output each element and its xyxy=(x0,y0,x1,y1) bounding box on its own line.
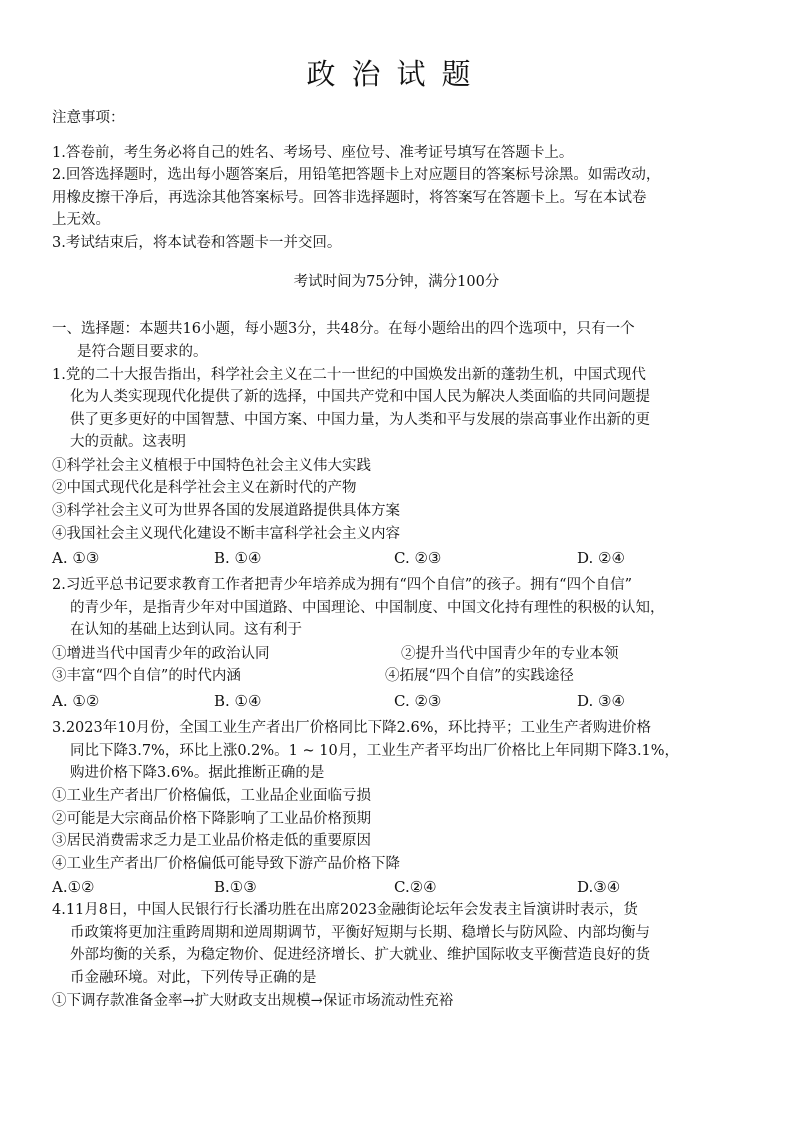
page-title: 政治试题 xyxy=(306,57,487,91)
question-2-stem-cont: 的青少年，是指青少年对中国道路、中国理论、中国制度、中国文化持有理性的积极的认知， xyxy=(70,600,665,616)
question-3-stem-cont: 同比下降3.7%，环比上涨0.2%。1 ~ 10月，工业生产者平均出厂价格比上年同期下降3.1%， xyxy=(70,743,680,759)
notice-item-2: 2.回答选择题时，选出每小题答案后，用铅笔把答题卡上对应题目的答案标号涂黑。如需改动， xyxy=(52,167,661,183)
question-3-stem: 3.2023年10月份，全国工业生产者出厂价格同比下降2.6%，环比持平；工业生产者购进价格 xyxy=(52,720,652,736)
section-heading: 一、选择题：本题共16小题，每小题3分，共48分。在每小题给出的四个选项中，只有一个 xyxy=(52,321,635,337)
question-2-stem-cont: 在认知的基础上达到认同。这有利于 xyxy=(70,622,302,638)
question-2-stem: 2.习近平总书记要求教育工作者把青少年培养成为拥有“四个自信”的孩子。拥有“四个自信” xyxy=(52,577,632,593)
question-4-stem: 4.11月8日，中国人民银行行长潘功胜在出席2023金融街论坛年会发表主旨演讲时表示，货 xyxy=(52,902,638,918)
question-4-stem-cont: 币政策将更加注重跨周期和逆周期调节，平衡好短期与长期、稳增长与防风险、内部均衡与 xyxy=(70,925,650,941)
question-2-option-b: B. ①④ xyxy=(214,692,262,710)
question-4-statement: ①下调存款准备金率→扩大财政支出规模→保证市场流动性充裕 xyxy=(52,993,454,1009)
notice-heading: 注意事项： xyxy=(52,110,125,126)
question-3-statement: ②可能是大宗商品价格下降影响了工业品价格预期 xyxy=(52,811,371,827)
question-3-statement: ③居民消费需求乏力是工业品价格走低的重要原因 xyxy=(52,833,371,849)
question-3-option-b: B.①③ xyxy=(214,878,257,896)
question-3-option-a: A.①② xyxy=(52,878,95,896)
question-2-statement: ①增进当代中国青少年的政治认同 xyxy=(52,646,270,662)
notice-item-2-cont: 用橡皮擦干净后，再选涂其他答案标号。回答非选择题时，将答案写在答题卡上。写在本试卷 xyxy=(52,190,647,206)
question-1-stem-cont: 化为人类实现现代化提供了新的选择，中国共产党和中国人民为解决人类面临的共同问题提 xyxy=(70,389,650,405)
question-1-stem-cont: 供了更多更好的中国智慧、中国方案、中国力量，为人类和平与发展的崇高事业作出新的更 xyxy=(70,412,650,428)
question-4-stem-cont: 币金融环境。对此，下列传导正确的是 xyxy=(70,970,317,986)
question-2-statement: ②提升当代中国青少年的专业本领 xyxy=(401,646,619,662)
question-1-option-b: B. ①④ xyxy=(214,549,262,567)
question-2-option-d: D. ③④ xyxy=(577,692,625,710)
question-3-option-c: C.②④ xyxy=(394,878,437,896)
section-heading-cont: 是符合题目要求的。 xyxy=(77,344,208,360)
question-2-statement: ③丰富“四个自信”的时代内涵 xyxy=(52,668,241,684)
question-3-stem-cont: 购进价格下降3.6%。据此推断正确的是 xyxy=(70,765,325,781)
notice-item-3: 3.考试结束后，将本试卷和答题卡一并交回。 xyxy=(52,235,342,251)
question-3-option-d: D.③④ xyxy=(577,878,621,896)
exam-info: 考试时间为75分钟，满分100分 xyxy=(293,274,500,290)
notice-item-1: 1.答卷前，考生务必将自己的姓名、考场号、座位号、准考证号填写在答题卡上。 xyxy=(52,145,574,161)
question-2-statement: ④拓展“四个自信”的实践途径 xyxy=(385,668,574,684)
question-1-stem-cont: 大的贡献。这表明 xyxy=(70,434,186,450)
question-1-option-c: C. ②③ xyxy=(394,549,442,567)
question-2-option-a: A. ①② xyxy=(52,692,100,710)
question-3-statement: ④工业生产者出厂价格偏低可能导致下游产品价格下降 xyxy=(52,856,400,872)
question-1-statement: ①科学社会主义植根于中国特色社会主义伟大实践 xyxy=(52,458,371,474)
notice-item-2-cont: 上无效。 xyxy=(52,212,110,228)
question-1-option-a: A. ①③ xyxy=(52,549,100,567)
question-1-statement: ④我国社会主义现代化建设不断丰富科学社会主义内容 xyxy=(52,526,400,542)
question-1-option-d: D. ②④ xyxy=(577,549,625,567)
question-3-statement: ①工业生产者出厂价格偏低，工业品企业面临亏损 xyxy=(52,788,371,804)
question-1-statement: ③科学社会主义可为世界各国的发展道路提供具体方案 xyxy=(52,503,400,519)
question-2-option-c: C. ②③ xyxy=(394,692,442,710)
question-1-stem: 1.党的二十大报告指出，科学社会主义在二十一世纪的中国焕发出新的蓬勃生机，中国式现代 xyxy=(52,367,646,383)
question-4-stem-cont: 外部均衡的关系，为稳定物价、促进经济增长、扩大就业、维护国际收支平衡营造良好的货 xyxy=(70,947,650,963)
question-1-statement: ②中国式现代化是科学社会主义在新时代的产物 xyxy=(52,480,357,496)
